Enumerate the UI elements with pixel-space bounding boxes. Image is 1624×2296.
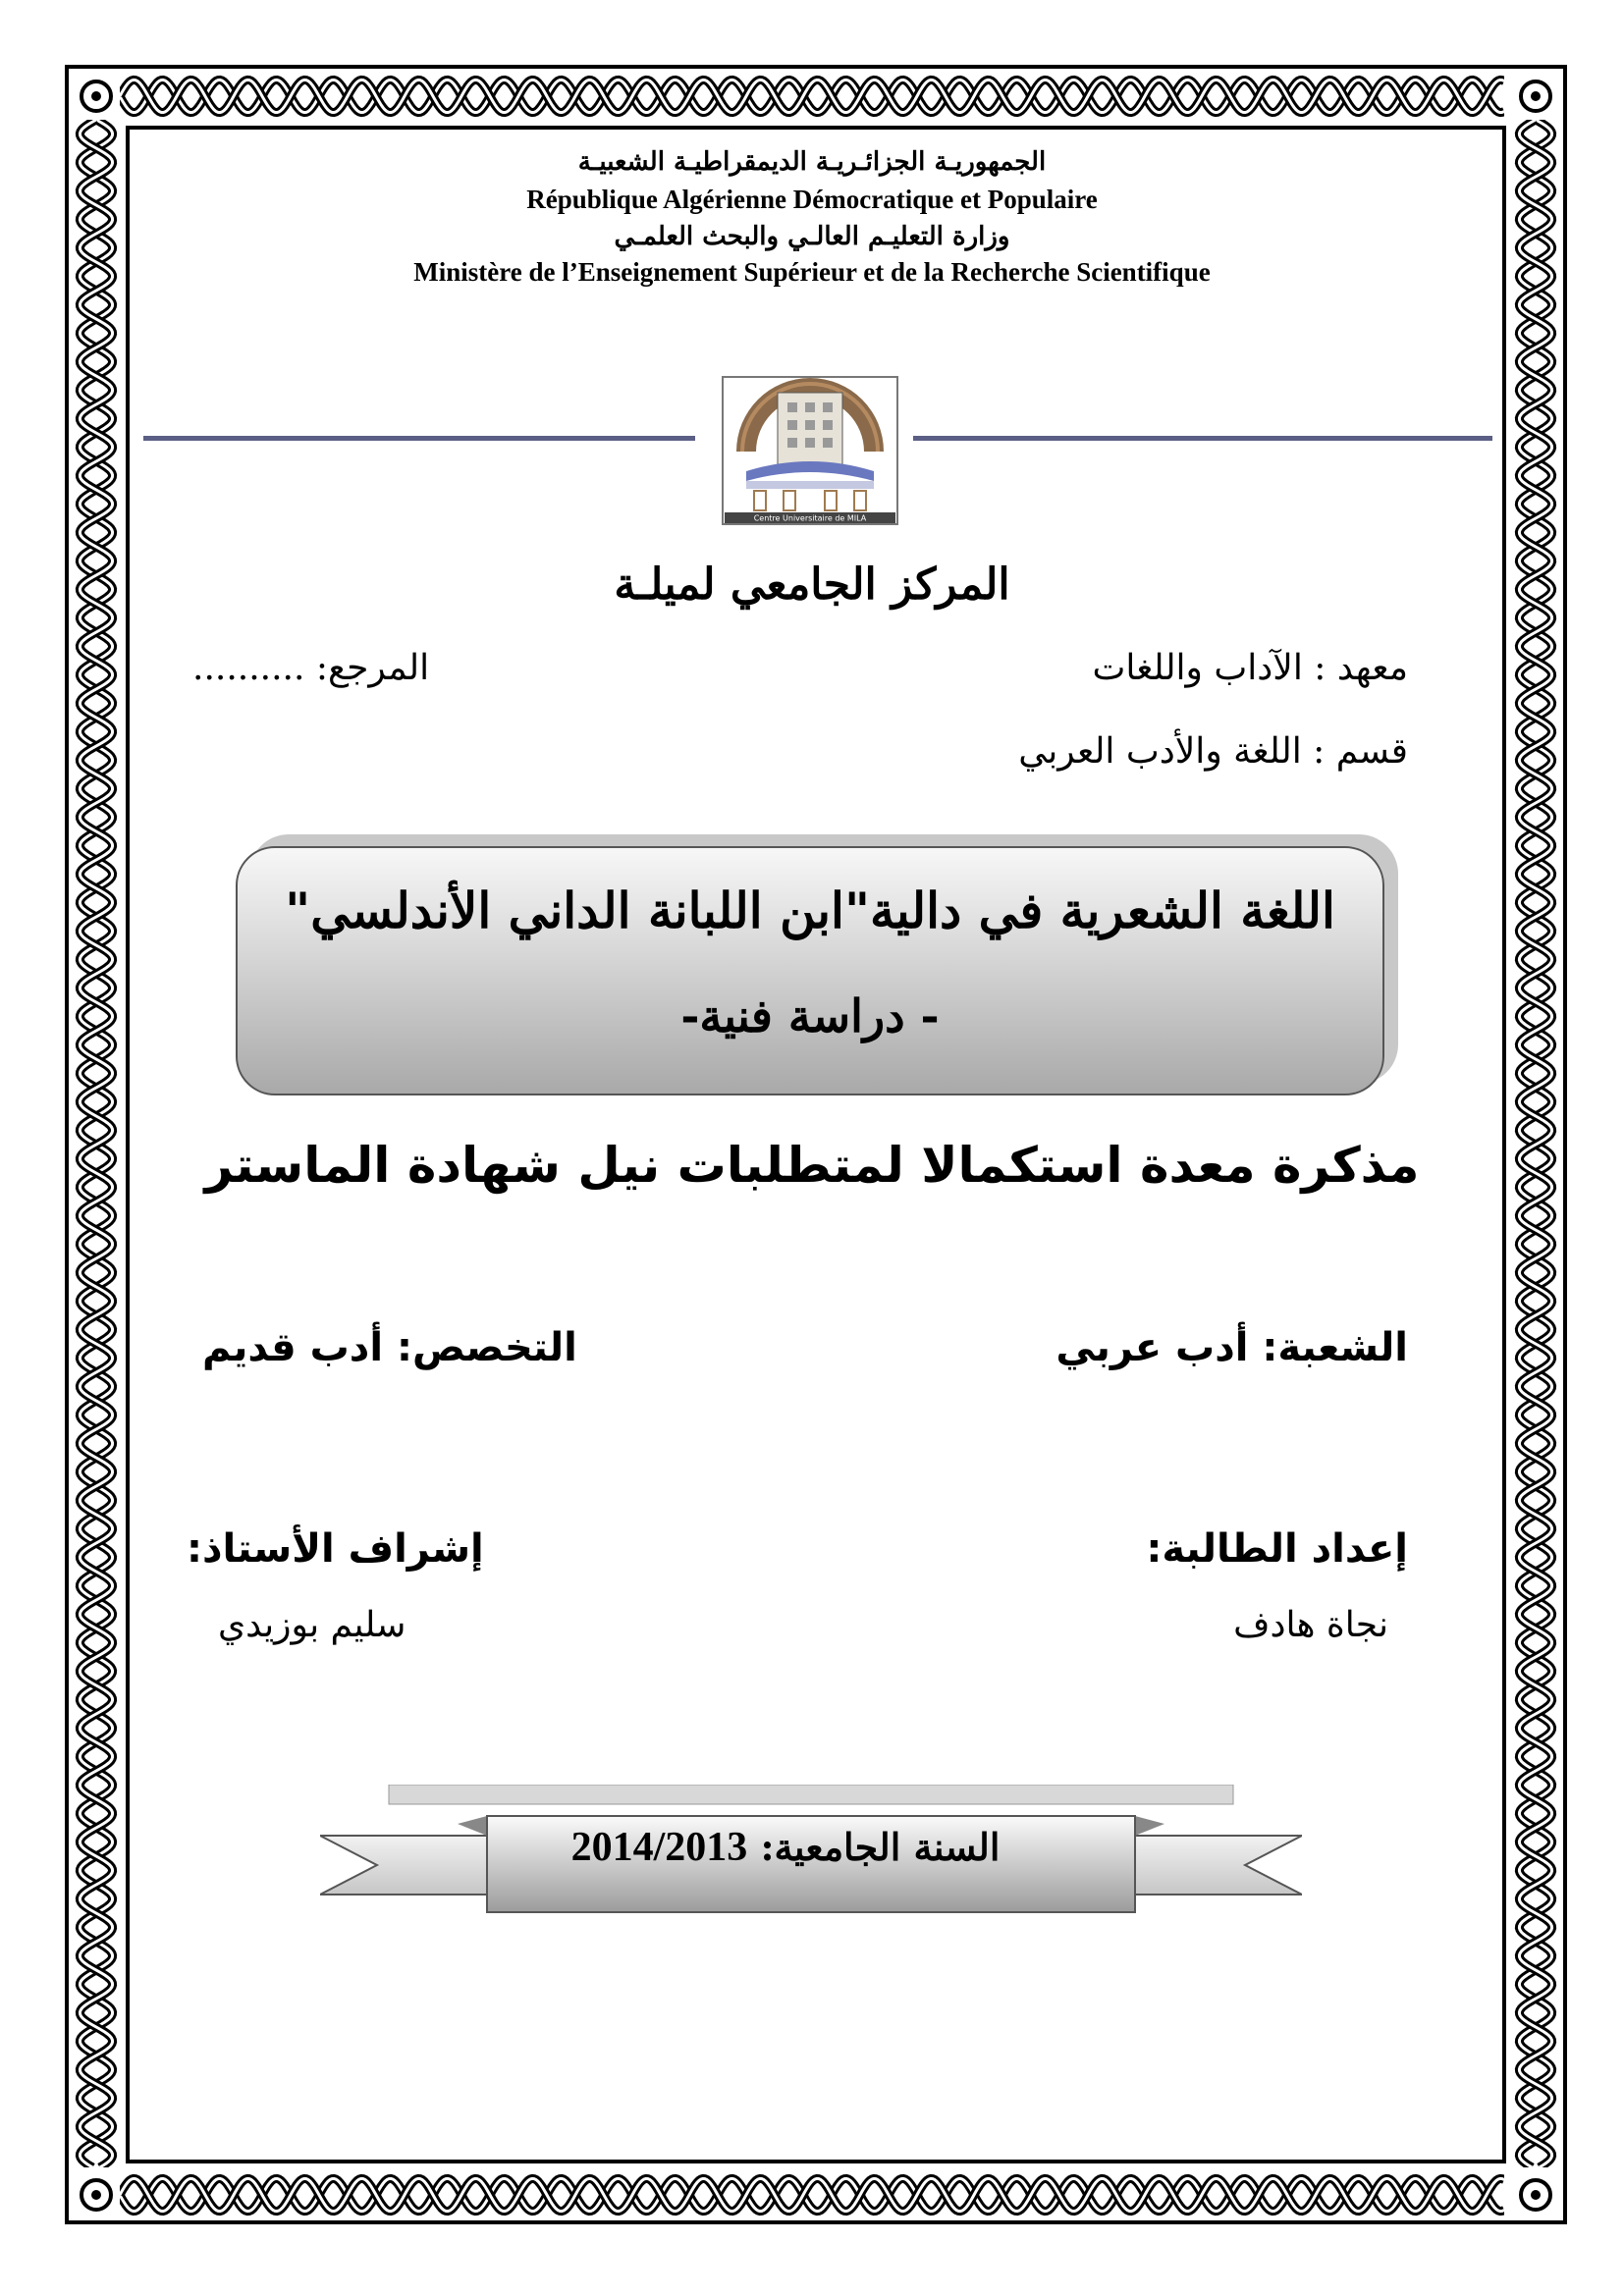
- academic-year: [491, 1824, 1080, 1871]
- logo-caption: Centre Universitaire de MILA: [753, 513, 867, 523]
- field-of-study: الشعبة: أدب عربي: [1056, 1325, 1408, 1370]
- rope-border-bottom: [120, 2169, 1504, 2220]
- institute-label: معهد : الآداب واللغات: [1092, 648, 1408, 688]
- corner-ornament-icon: [71, 71, 122, 122]
- memoir-statement: مذكرة معدة استكمالا لمتطلبات نيل شهادة الماستر: [204, 1137, 1420, 1194]
- supervised-by-label: إشراف الأستاذ:: [187, 1526, 484, 1572]
- corner-ornament-icon: [1510, 71, 1561, 122]
- corner-ornament-icon: [1510, 2169, 1561, 2220]
- republic-name-french: République Algérienne Démocratique et Populaire: [526, 185, 1098, 214]
- supervisor-name: سليم بوزيدي: [218, 1605, 406, 1645]
- rope-border-top: [120, 71, 1504, 122]
- thesis-subtitle: - دراسة فنية-: [680, 989, 940, 1042]
- university-logo: [707, 334, 913, 538]
- ministry-name-french: Ministère de l’Enseignement Supérieur et de la Recherche Scientifique: [413, 257, 1211, 287]
- republic-name-arabic: الجمهوريـة الجزائـريـة الديمقراطيـة الشعبيـة: [577, 147, 1047, 177]
- student-name: نجاة هادف: [1233, 1605, 1388, 1645]
- thesis-title: اللغة الشعرية في دالية"ابن اللبانة الداني الأندلسي": [285, 881, 1335, 939]
- header-rule-right: [913, 436, 1492, 441]
- ministry-name-arabic: وزارة التعليـم العالـي والبحث العلمـي: [614, 222, 1010, 251]
- department-label: قسم : اللغة والأدب العربي: [1018, 731, 1408, 772]
- reference-field: المرجع: ..........: [192, 648, 430, 688]
- center-name: المركز الجامعي لميلـة: [614, 560, 1010, 610]
- corner-ornament-icon: [71, 2169, 122, 2220]
- specialty: التخصص: أدب قديم: [202, 1325, 577, 1370]
- prepared-by-label: إعداد الطالبة:: [1146, 1526, 1408, 1572]
- academic-year-value: 2014/2013: [570, 1825, 748, 1870]
- header-rule-left: [143, 436, 695, 441]
- academic-year-label: السنة الجامعية:: [760, 1825, 1001, 1869]
- thesis-title-box: [236, 846, 1384, 1095]
